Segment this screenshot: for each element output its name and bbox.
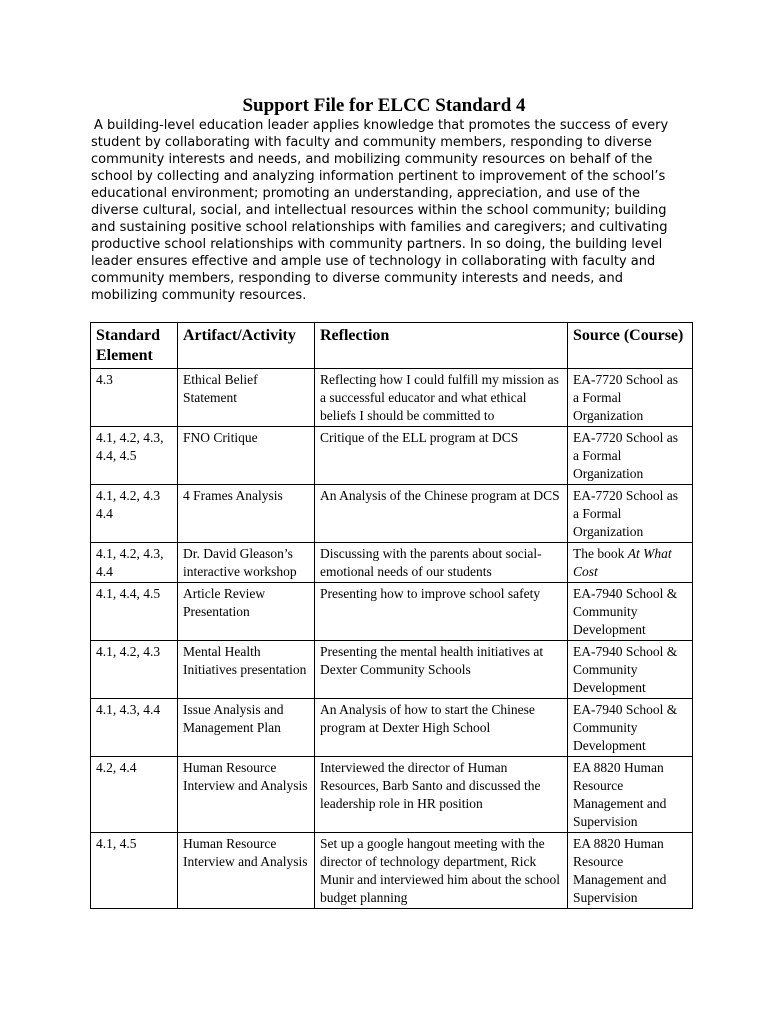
table-row (91, 583, 693, 641)
cell-reflection: Set up a google hangout meeting with the director of technology department, Rick Munir and interviewed him about the school budget planning (315, 833, 568, 909)
cell-artifact: Human Resource Interview and Analysis (178, 833, 315, 909)
cell-artifact: Article Review Presentation (178, 583, 315, 641)
cell-standard: 4.1, 4.3, 4.4 (91, 699, 178, 757)
table-row (91, 699, 693, 757)
cell-source: EA-7720 School as a Formal Organization (568, 369, 693, 427)
cell-reflection: An Analysis of how to start the Chinese program at Dexter High School (315, 699, 568, 757)
cell-source: EA-7940 School & Community Development (568, 641, 693, 699)
cell-reflection: Presenting how to improve school safety (315, 583, 568, 641)
cell-standard: 4.1, 4.4, 4.5 (91, 583, 178, 641)
cell-artifact: 4 Frames Analysis (178, 485, 315, 543)
cell-standard: 4.1, 4.2, 4.3 4.4 (91, 485, 178, 543)
source-prefix: The book (573, 546, 628, 561)
cell-standard: 4.1, 4.2, 4.3, 4.4, 4.5 (91, 427, 178, 485)
cell-reflection: Interviewed the director of Human Resources, Barb Santo and discussed the leadership role in HR position (315, 757, 568, 833)
table-row (91, 641, 693, 699)
cell-artifact: Mental Health Initiatives presentation (178, 641, 315, 699)
header-standard-element: Standard Element (91, 323, 178, 369)
cell-reflection: Discussing with the parents about social-emotional needs of our students (315, 543, 568, 583)
table-row (91, 427, 693, 485)
cell-standard: 4.2, 4.4 (91, 757, 178, 833)
cell-standard: 4.1, 4.2, 4.3, 4.4 (91, 543, 178, 583)
cell-source: EA-7940 School & Community Development (568, 699, 693, 757)
table-header-row (91, 323, 693, 369)
page-title: Support File for ELCC Standard 4 (242, 95, 526, 116)
cell-artifact: FNO Critique (178, 427, 315, 485)
table-row (91, 543, 693, 583)
header-source-course: Source (Course) (568, 323, 693, 369)
table-row (91, 485, 693, 543)
table-row (91, 833, 693, 909)
cell-artifact: Ethical Belief Statement (178, 369, 315, 427)
support-table (90, 322, 693, 909)
cell-source: EA-7720 School as a Formal Organization (568, 485, 693, 543)
table-row (91, 369, 693, 427)
header-reflection: Reflection (315, 323, 568, 369)
cell-standard: 4.3 (91, 369, 178, 427)
standard-description: A building-level education leader applies knowledge that promotes the success of every student by collaborating with faculty and community members, responding to diverse community interests and needs, and mobilizing community resources on behalf of the school by collecting and analyzing information pertinent to improvement of the school’s educational environment; promoting an understanding, appreciation, and use of the diverse cultural, social, and intellectual resources within the school community; building and sustaining positive school relationships with families and caregivers; and cultivating productive school relationships with community partners. In so doing, the building level leader ensures effective and ample use of technology in collaborating with faculty and community members, responding to diverse community interests and needs, and mobilizing community resources. (91, 118, 669, 303)
cell-reflection: Presenting the mental health initiatives at Dexter Community Schools (315, 641, 568, 699)
cell-artifact: Dr. David Gleason’s interactive workshop (178, 543, 315, 583)
cell-reflection: An Analysis of the Chinese program at DCS (315, 485, 568, 543)
cell-source: EA 8820 Human Resource Management and Supervision (568, 757, 693, 833)
cell-source: EA-7720 School as a Formal Organization (568, 427, 693, 485)
table-row (91, 757, 693, 833)
book-title: At What Cost (573, 546, 672, 579)
header-artifact-activity: Artifact/Activity (178, 323, 315, 369)
cell-source: EA-7940 School & Community Development (568, 583, 693, 641)
cell-standard: 4.1, 4.5 (91, 833, 178, 909)
cell-artifact: Human Resource Interview and Analysis (178, 757, 315, 833)
cell-artifact: Issue Analysis and Management Plan (178, 699, 315, 757)
cell-reflection: Reflecting how I could fulfill my mission as a successful educator and what ethical beliefs I should be committed to (315, 369, 568, 427)
cell-source (568, 543, 693, 583)
cell-source: EA 8820 Human Resource Management and Supervision (568, 833, 693, 909)
cell-standard: 4.1, 4.2, 4.3 (91, 641, 178, 699)
cell-reflection: Critique of the ELL program at DCS (315, 427, 568, 485)
